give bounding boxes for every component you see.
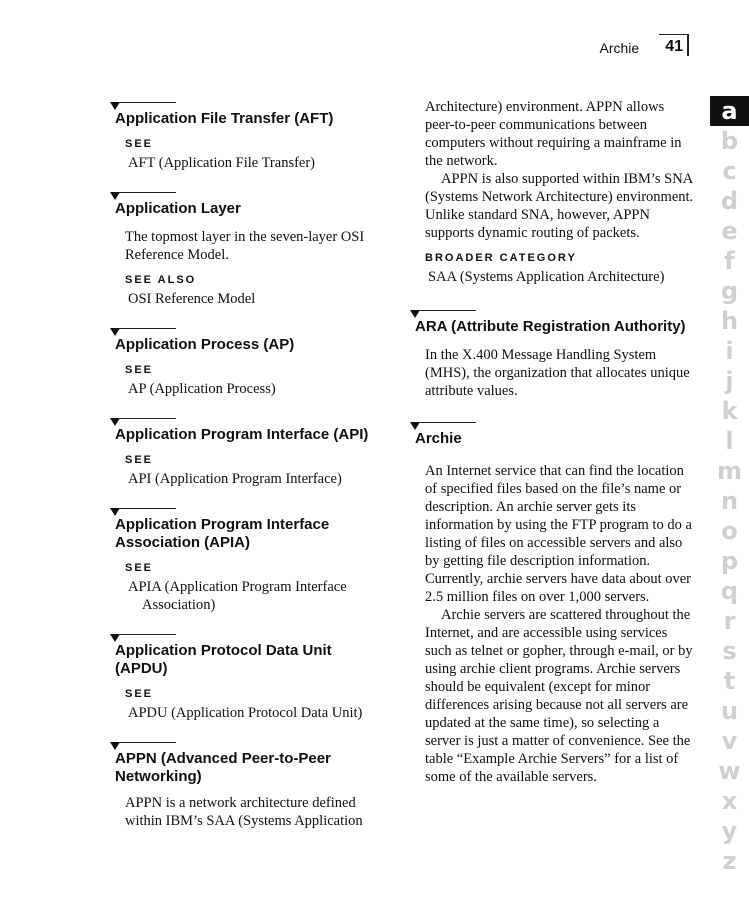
entry-term: APPN (Advanced Peer-to-Peer Networking)	[115, 750, 331, 785]
entry-archie	[410, 418, 695, 786]
right-column	[410, 98, 695, 802]
thumb-letter-l[interactable]: l	[725, 427, 734, 455]
entry-marker-icon	[110, 504, 176, 513]
thumb-letter-h[interactable]: h	[720, 307, 739, 335]
entry-definition	[425, 462, 695, 786]
entry-definition	[425, 98, 695, 242]
entry-term: ARA (Attribute Registration Authority)	[415, 318, 686, 335]
entry-definition: In the X.400 Message Handling System (MHS), the organization that allocates unique attribute values.	[425, 347, 690, 399]
see-reference[interactable]: APDU (Application Protocol Data Unit)	[128, 705, 363, 721]
thumb-letter-c[interactable]: c	[722, 157, 737, 185]
entry-marker-icon	[110, 324, 176, 333]
entry-appn	[110, 738, 385, 830]
thumb-letter-q[interactable]: q	[720, 577, 739, 605]
thumb-letter-p[interactable]: p	[720, 547, 739, 575]
see-label: SEE	[125, 562, 154, 574]
thumb-letter-g[interactable]: g	[720, 277, 739, 305]
thumb-letter-z[interactable]: z	[722, 847, 737, 875]
entry-term: Application Program Interface Association (APIA)	[115, 516, 330, 551]
see-label: SEE	[125, 688, 154, 700]
thumb-letter-x[interactable]: x	[721, 787, 738, 815]
entry-marker-icon	[110, 630, 176, 639]
entry-marker-icon	[110, 98, 176, 107]
header-title: Archie	[599, 40, 640, 56]
entry-api	[110, 414, 385, 488]
broader-category-label: BROADER CATEGORY	[425, 252, 577, 264]
entry-term: Application File Transfer (AFT)	[115, 110, 334, 127]
thumb-letter-r[interactable]: r	[723, 607, 736, 635]
entry-definition: APPN is a network architecture defined within IBM’s SAA (Systems Application	[125, 795, 363, 829]
entry-marker-icon	[110, 738, 176, 747]
see-label: SEE	[125, 454, 154, 466]
paragraph: APPN is also supported within IBM’s SNA (Systems Network Architecture) environment. Unlike standard SNA, however, APPN supports dynamic routing of packets.	[425, 171, 694, 241]
entry-marker-icon	[110, 188, 176, 197]
entry-apia	[110, 504, 385, 614]
thumb-letter-i[interactable]: i	[725, 337, 734, 365]
see-reference[interactable]: APIA (Application Program Interface Association)	[128, 579, 347, 613]
thumb-letter-e[interactable]: e	[721, 217, 738, 245]
entry-aft	[110, 98, 385, 172]
thumb-letter-f[interactable]: f	[724, 247, 735, 275]
broader-category-reference[interactable]: SAA (Systems Application Architecture)	[428, 269, 665, 285]
paragraph: Architecture) environment. APPN allows peer-to-peer communications between computers without requiring a mainframe in the network.	[425, 99, 682, 169]
see-reference[interactable]: AP (Application Process)	[128, 381, 276, 397]
thumb-letter-j[interactable]: j	[725, 367, 734, 395]
running-header	[600, 34, 689, 56]
entry-definition: The topmost layer in the seven-layer OSI Reference Model.	[125, 229, 365, 263]
entry-marker-icon	[110, 414, 176, 423]
thumb-letter-a[interactable]: a	[710, 96, 749, 126]
left-column	[110, 98, 385, 846]
see-reference[interactable]: API (Application Program Interface)	[128, 471, 342, 487]
thumb-letter-k[interactable]: k	[721, 397, 738, 425]
see-also-label: SEE ALSO	[125, 274, 197, 286]
thumb-letter-d[interactable]: d	[720, 187, 739, 215]
entry-term: Archie	[415, 430, 462, 447]
paragraph: An Internet service that can find the location of specified files based on the file’s name or description. An archie server gets its information by using the FTP program to do a listing of files on accessible servers and also by getting file description information. Currently, archie servers have data about over 2.5 million files on over 1,000 servers.	[425, 463, 692, 605]
thumb-letter-s[interactable]: s	[722, 637, 737, 665]
paragraph: Archie servers are scattered throughout the Internet, and are accessible using services such as telnet or gopher, through e-mail, or by using archie client programs. Archie servers should be equivalent (except for minor differences arising because not all servers are updated at the same time), so selecting a server is just a matter of convenience. See the table “Example Archie Servers” for a list of some of the available servers.	[425, 607, 693, 785]
thumb-letter-m[interactable]: m	[716, 457, 742, 485]
thumb-letter-n[interactable]: n	[720, 487, 739, 515]
entry-term: Application Protocol Data Unit (APDU)	[115, 642, 332, 677]
thumb-letter-u[interactable]: u	[720, 697, 739, 725]
thumb-letter-b[interactable]: b	[720, 127, 739, 155]
see-label: SEE	[125, 364, 154, 376]
thumb-letter-t[interactable]: t	[723, 667, 736, 695]
entry-ara	[410, 306, 695, 400]
thumb-letter-v[interactable]: v	[721, 727, 738, 755]
see-label: SEE	[125, 138, 154, 150]
thumb-letter-w[interactable]: w	[718, 757, 741, 785]
see-also-reference[interactable]: OSI Reference Model	[128, 291, 256, 307]
thumb-letter-y[interactable]: y	[721, 817, 738, 845]
entry-marker-icon	[410, 306, 476, 315]
see-reference[interactable]: AFT (Application File Transfer)	[128, 155, 316, 171]
entry-term: Application Program Interface (API)	[115, 426, 369, 443]
entry-apdu	[110, 630, 385, 722]
entry-marker-icon	[410, 418, 476, 427]
entry-ap	[110, 324, 385, 398]
page-number: 41	[659, 34, 689, 56]
entry-application-layer	[110, 188, 385, 308]
entry-appn-continued	[410, 98, 695, 286]
entry-term: Application Process (AP)	[115, 336, 295, 353]
entry-term: Application Layer	[115, 200, 241, 217]
thumb-letter-o[interactable]: o	[721, 517, 738, 545]
thumb-index	[710, 96, 749, 876]
